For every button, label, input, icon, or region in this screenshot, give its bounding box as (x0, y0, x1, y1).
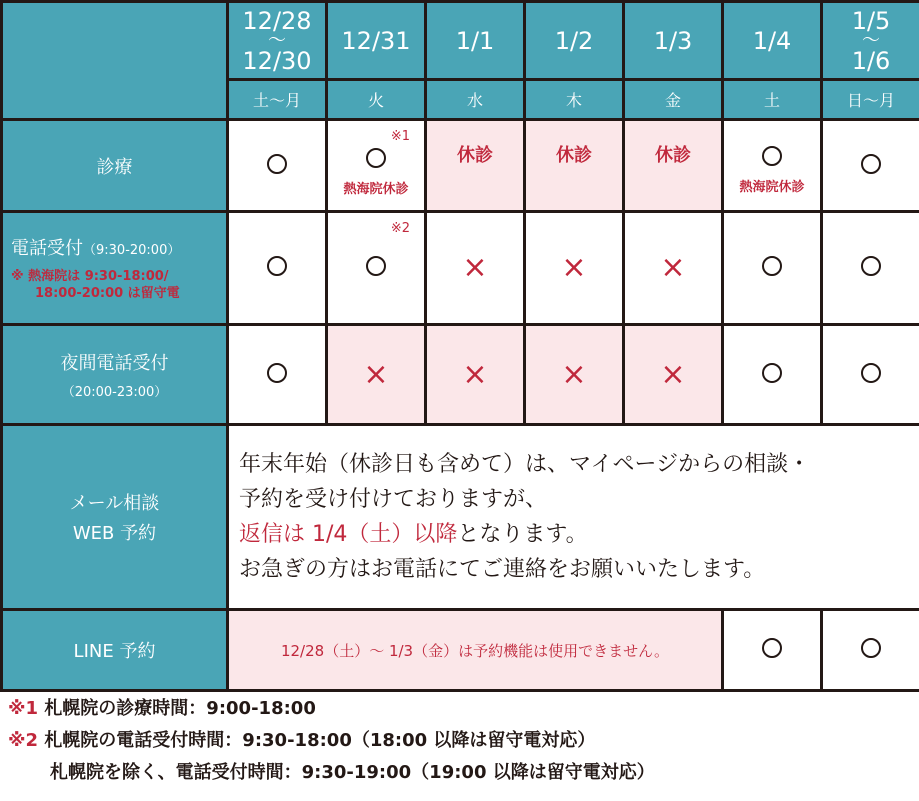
available-circle-icon (861, 638, 881, 658)
status-cell-open (822, 120, 919, 212)
footnote-2-mark: ※2 (8, 730, 39, 751)
atami-closed-note: 熱海院休診 (739, 180, 805, 195)
status-cell-closed (426, 120, 525, 212)
available-circle-icon (861, 154, 881, 174)
night-phone-hours: （20:00-23:00） (61, 385, 168, 400)
footnote-3: 札幌院を除く、電話受付時間：9:30-19:00（19:00 以降は留守電対応） (50, 762, 655, 783)
footnote-1-text: 札幌院の診療時間：9:00-18:00 (44, 698, 316, 719)
notice-line-4: お急ぎの方はお電話にてご連絡をお願いいたします。 (239, 557, 766, 582)
available-circle-icon (861, 256, 881, 276)
unavailable-cross-icon: × (660, 250, 686, 285)
date-header (822, 2, 919, 80)
status-cell-unavailable (624, 325, 723, 425)
weekday-header: 水 (426, 80, 525, 120)
weekday-header: 火 (327, 80, 426, 120)
atami-closed-note: 熱海院休診 (343, 182, 409, 197)
weekday-header: 金 (624, 80, 723, 120)
footnote-2-text: 札幌院の電話受付時間：9:30-18:00（18:00 以降は留守電対応） (44, 730, 596, 751)
weekday-header: 土～月 (228, 80, 327, 120)
status-cell-open (327, 212, 426, 325)
status-cell-unavailable (426, 212, 525, 325)
status-cell-open (723, 212, 822, 325)
notice-line-2: 予約を受け付けておりますが、 (239, 487, 548, 512)
available-circle-icon (762, 363, 782, 383)
date-header: 1/3 (624, 2, 723, 80)
status-cell-open (327, 120, 426, 212)
reply-date-note: 返信は 1/4（土）以降 (239, 522, 458, 547)
row-label-line: LINE 予約 (2, 610, 228, 691)
available-circle-icon (267, 154, 287, 174)
unavailable-cross-icon: × (462, 356, 488, 392)
status-cell-unavailable (327, 325, 426, 425)
status-cell-closed (624, 120, 723, 212)
date-tilde: ～ (268, 29, 286, 51)
unavailable-cross-icon: × (363, 356, 389, 392)
line-unavailable-note: 12/28（土）～ 1/3（金）は予約機能は使用できません。 (228, 610, 723, 691)
footnote-mark-1: ※1 (390, 129, 410, 144)
available-circle-icon (366, 148, 386, 168)
available-circle-icon (366, 256, 386, 276)
unavailable-cross-icon: × (660, 356, 686, 392)
notice-line-1: 年末年始（休診日も含めて）は、マイページからの相談・ (239, 452, 811, 477)
mail-notice (228, 425, 919, 610)
date-tilde: ～ (862, 29, 880, 51)
status-cell-open (228, 212, 327, 325)
notice-line-3-rest: となります。 (457, 522, 588, 547)
footnote-2 (8, 725, 913, 757)
closed-label: 休診 (655, 144, 691, 166)
available-circle-icon (762, 638, 782, 658)
corner-cell (2, 2, 228, 120)
date-end: 12/30 (242, 46, 312, 75)
date-start: 12/28 (242, 6, 312, 35)
row-label-mail-web (2, 425, 228, 610)
phone-hours: （9:30-20:00） (83, 243, 181, 258)
status-cell-open (228, 120, 327, 212)
status-cell-closed (525, 120, 624, 212)
phone-label: 電話受付 (11, 238, 83, 259)
footnotes (8, 693, 913, 789)
footnote-1-mark: ※1 (8, 698, 39, 719)
date-header: 1/4 (723, 2, 822, 80)
date-header: 1/1 (426, 2, 525, 80)
mail-label: メール相談 (69, 493, 160, 514)
weekday-header: 木 (525, 80, 624, 120)
row-label-night-phone (2, 325, 228, 425)
date-start: 1/5 (851, 6, 891, 35)
date-header: 1/2 (525, 2, 624, 80)
status-cell-open (228, 325, 327, 425)
available-circle-icon (762, 146, 782, 166)
closed-label: 休診 (457, 144, 493, 166)
date-end: 1/6 (851, 46, 891, 75)
unavailable-cross-icon: × (462, 250, 488, 285)
web-label: WEB 予約 (72, 523, 157, 544)
night-phone-label: 夜間電話受付 (60, 353, 169, 374)
atami-phone-note-2: 18:00-20:00 は留守電 (35, 286, 180, 301)
status-cell-open (723, 325, 822, 425)
atami-phone-note-1: ※ 熱海院は 9:30-18:00/ (11, 269, 169, 284)
date-header (228, 2, 327, 80)
weekday-header: 日～月 (822, 80, 919, 120)
unavailable-cross-icon: × (561, 250, 587, 285)
status-cell-unavailable (426, 325, 525, 425)
available-circle-icon (267, 363, 287, 383)
weekday-header: 土 (723, 80, 822, 120)
status-cell-open (822, 325, 919, 425)
available-circle-icon (861, 363, 881, 383)
status-cell-unavailable (525, 212, 624, 325)
status-cell-open (723, 120, 822, 212)
date-header: 12/31 (327, 2, 426, 80)
closed-label: 休診 (556, 144, 592, 166)
row-label-phone (2, 212, 228, 325)
row-label-consultation: 診療 (2, 120, 228, 212)
available-circle-icon (267, 256, 287, 276)
status-cell-unavailable (525, 325, 624, 425)
available-circle-icon (762, 256, 782, 276)
notice-line-3 (239, 517, 919, 552)
status-cell-open (822, 212, 919, 325)
status-cell-open (723, 610, 822, 691)
footnote-1 (8, 693, 913, 725)
status-cell-unavailable (624, 212, 723, 325)
footnote-mark-2: ※2 (390, 221, 410, 236)
unavailable-cross-icon: × (561, 356, 587, 392)
status-cell-open (822, 610, 919, 691)
